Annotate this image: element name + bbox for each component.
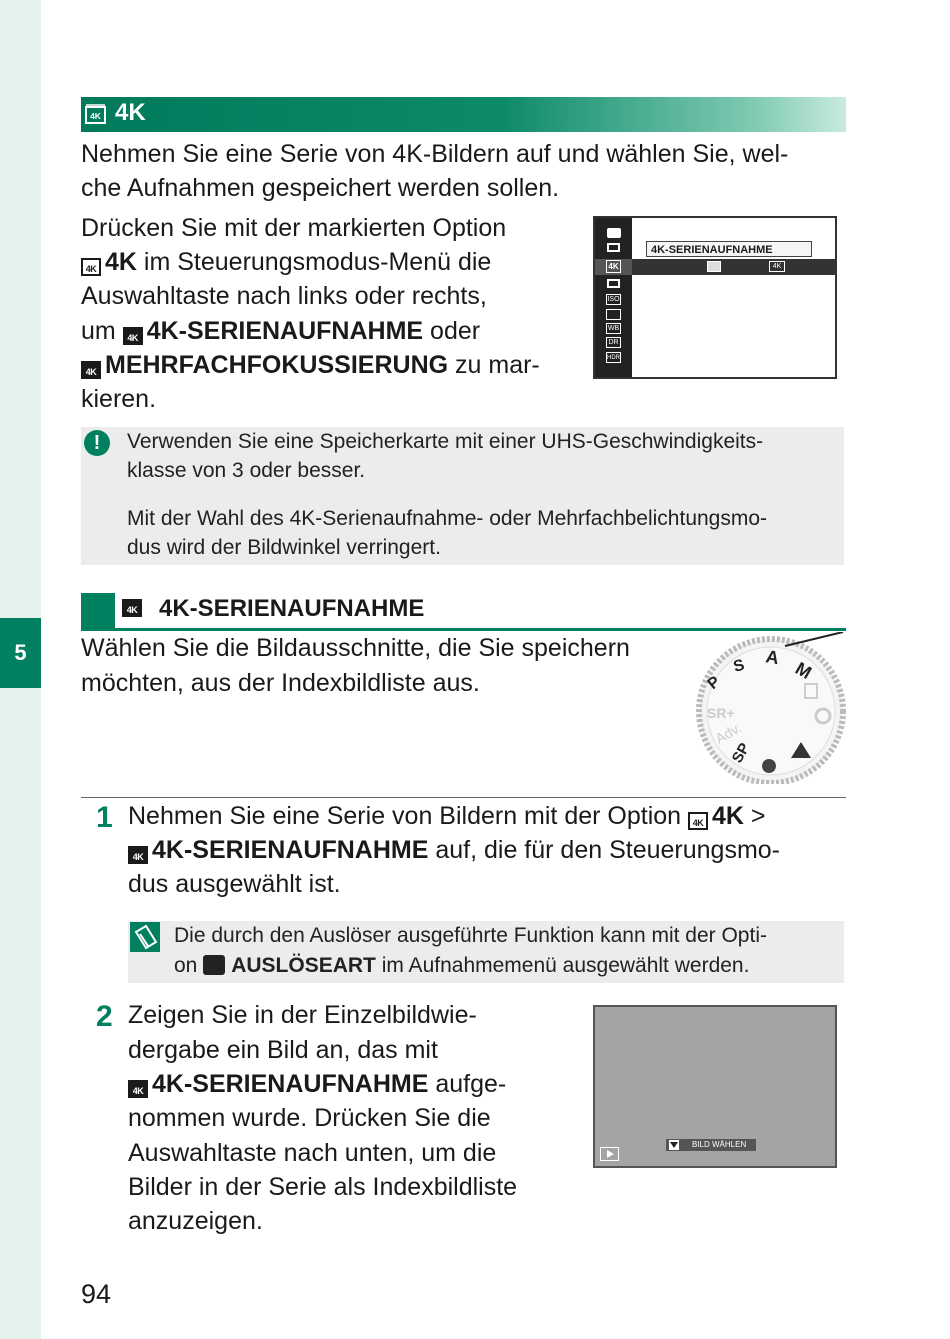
mode-dial-illustration (695, 632, 847, 784)
dial-label-m: M (792, 658, 815, 683)
note-text: Die durch den Auslöser ausgeführte Funktion kann mit der Opti- (174, 924, 767, 947)
intro-line: che Aufnahmen gespeichert werden sollen. (81, 174, 560, 202)
caution-note (81, 427, 844, 565)
note-text: dus wird der Bildwinkel verringert. (127, 536, 441, 559)
step-line: Bilder in der Serie als Indexbildliste (128, 1173, 518, 1201)
step-line: 4K 4K-SERIENAUFNAHME auf, die für den Steuerungsmo- (128, 833, 780, 868)
tip-icon (130, 922, 160, 952)
dial-label-adv: Adv. (712, 719, 744, 747)
dial-label-sp: SP (728, 740, 754, 766)
page-number: 94 (81, 1279, 112, 1309)
select-image-label: BILD WÄHLEN (692, 1140, 747, 1149)
section-title: 4K-SERIENAUFNAHME (159, 595, 425, 622)
body-line: 4K MEHRFACHFOKUSSIERUNG zu mar- (81, 348, 540, 383)
4k-burst-icon: 4K (128, 846, 148, 864)
section-title: 4K (115, 99, 146, 126)
4k-icon (85, 104, 107, 125)
intro-line: Nehmen Sie eine Serie von 4K-Bildern auf und wählen Sie, wel- (81, 140, 789, 168)
step-line: Nehmen Sie eine Serie von Bildern mit der Option 4K 4K > (128, 802, 766, 830)
step-number: 1 (96, 801, 113, 834)
4k-icon: 4K (81, 258, 101, 276)
dial-label-a: A (764, 646, 781, 669)
caution-icon: ! (84, 430, 110, 456)
wb-icon: WB (607, 325, 620, 332)
body-line: 4K 4K im Steuerungsmodus-Menü die (81, 245, 491, 280)
step-line: Zeigen Sie in der Einzelbildwie- (128, 1001, 477, 1029)
4k-burst-icon: 4K (128, 1080, 148, 1098)
step-line: anzuzeigen. (128, 1207, 263, 1235)
camera-icon (607, 228, 621, 238)
dial-label-sr: SR+ (707, 705, 735, 721)
body-line: Auswahltaste nach links oder rechts, (81, 282, 487, 310)
intro-line: möchten, aus der Indexbildliste aus. (81, 669, 480, 697)
bracket-icon (607, 279, 620, 288)
section-heading-4k-burst (81, 593, 846, 631)
4k-icon: 4K (595, 259, 632, 275)
menu-selected-row[interactable] (632, 259, 835, 275)
burst-icon (607, 243, 620, 252)
step-line: nommen wurde. Drücken Sie die (128, 1104, 491, 1132)
svg-text:4K: 4K (90, 111, 101, 121)
body-line: Drücken Sie mit der markierten Option (81, 214, 507, 242)
step-line: Auswahltaste nach unten, um die (128, 1139, 497, 1167)
chapter-tab: 5 (0, 618, 41, 688)
intro-line: Wählen Sie die Bildausschnitte, die Sie speichern (81, 634, 630, 662)
4k-multifocus-icon: 4K (81, 361, 101, 379)
film-icon (606, 309, 621, 320)
dr-icon: DR (606, 337, 621, 348)
iso-icon: ISO (607, 296, 620, 303)
note-text: klasse von 3 oder besser. (127, 459, 366, 482)
menu-title-box: 4K-SERIENAUFNAHME (646, 241, 812, 257)
4k-icon: 4K (688, 812, 708, 830)
4k-burst-option[interactable] (707, 261, 721, 272)
note-text: Verwenden Sie eine Speicherkarte mit einer UHS-Geschwindigkeits- (127, 430, 764, 453)
section-heading-4k (81, 97, 846, 132)
step-number: 2 (96, 1000, 113, 1033)
note-text: on AUSLÖSEART im Aufnahmemenü ausgewählt werden. (174, 954, 750, 977)
body-line: um 4K 4K-SERIENAUFNAHME oder (81, 317, 481, 345)
play-icon (600, 1147, 619, 1161)
4k-multifocus-option[interactable]: 4K (769, 261, 785, 272)
divider (81, 797, 846, 798)
step-line: 4K 4K-SERIENAUFNAHME aufge- (128, 1067, 506, 1102)
hdr-icon: HDR (606, 352, 621, 363)
dial-label-p: P (704, 673, 724, 694)
select-image-button[interactable] (666, 1139, 756, 1151)
tip-note (128, 921, 844, 983)
playback-screen (593, 1005, 837, 1168)
4k-burst-icon: 4K (122, 599, 142, 617)
camera-menu-screen (593, 216, 837, 379)
4k-burst-icon: 4K (123, 327, 143, 345)
menu-icon-column (595, 218, 632, 377)
note-text: Mit der Wahl des 4K-Serienaufnahme- oder Mehrfachbelichtungsmo- (127, 507, 768, 530)
dial-label-s: S (731, 656, 747, 676)
step-line: dergabe ein Bild an, das mit (128, 1036, 438, 1064)
shutter-type-icon (203, 955, 225, 975)
step-line: dus ausgewählt ist. (128, 870, 341, 898)
body-line: kieren. (81, 385, 157, 413)
